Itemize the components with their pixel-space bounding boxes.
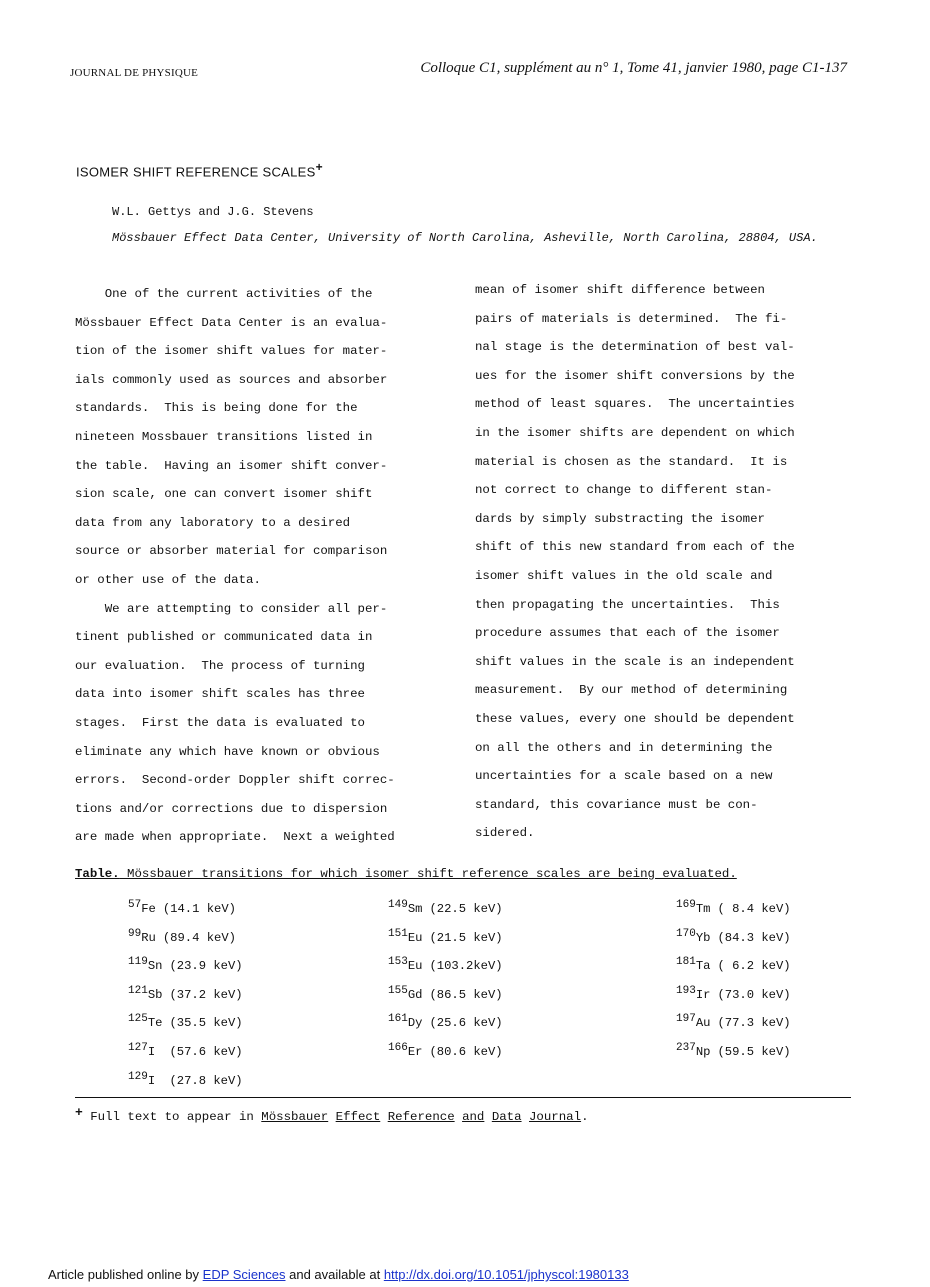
text-line: measurement. By our method of determining [475,683,788,698]
element-symbol: Eu [407,930,423,945]
transition-energy: (23.9 keV) [169,959,243,974]
mass-number: 149 [388,899,408,911]
element-symbol: Gd [407,987,423,1002]
text-line: standards. This is being done for the [75,401,358,416]
notice-middle: and available at [285,1267,384,1282]
text-line: tion of the isomer shift values for mater- [75,344,388,359]
text-line: isomer shift values in the old scale and [475,568,773,583]
footnote [75,1105,589,1124]
nuclide-entry [128,1013,243,1045]
text-line: source or absorber material for comparison [75,544,388,559]
element-symbol: Eu [407,959,423,974]
nuclide-entry [388,1013,503,1045]
transition-energy: (25.6 keV) [429,1016,503,1031]
mass-number: 99 [128,927,142,940]
text-line: on all the others and in determining the [475,740,773,755]
transition-energy: (35.5 keV) [169,1016,243,1031]
nuclide-entry [128,927,243,960]
element-symbol: Ta [695,959,711,974]
table-column-2 [388,899,503,1074]
table-caption-text: Mössbauer transitions for which isomer shift reference scales are being evaluated. [119,867,737,881]
text-line: ials commonly used as sources and absorber [75,372,388,387]
nuclide-entry [388,1041,503,1074]
text-line: pairs of materials is determined. The fi- [475,311,788,326]
text-line: shift of this new standard from each of the [475,540,795,555]
mass-number: 169 [676,899,696,911]
mass-number: 197 [676,1013,696,1026]
text-line: ues for the isomer shift conversions by the [475,368,795,383]
table-column-3 [676,899,791,1074]
mass-number: 181 [676,956,696,969]
mass-number: 155 [388,984,408,997]
transition-energy: (37.2 keV) [169,987,243,1002]
transition-energy: ( 8.4 keV) [717,902,791,916]
table-label: Table. [75,867,120,881]
text-line: dards by simply substracting the isomer [475,511,765,526]
nuclide-entry [128,956,243,988]
affiliation: Mössbauer Effect Data Center, University of North Carolina, Asheville, North Carolina, 28804, USA. [112,231,818,245]
transition-energy: (57.6 keV) [162,1044,243,1059]
text-line: We are attempting to consider all per- [75,601,388,616]
text-line: the table. Having an isomer shift conver- [75,458,388,473]
text-line: eliminate any which have known or obvious [75,744,380,759]
text-line: data from any laboratory to a desired [75,515,351,530]
text-line: shift values in the scale is an independent [475,654,795,669]
table-bottom-rule [75,1097,851,1098]
transition-energy: (59.5 keV) [717,1044,791,1059]
body-right-column [475,276,855,848]
text-line: tions and/or corrections due to dispersion [75,801,388,816]
journal-title-word: Reference [387,1110,455,1124]
notice-prefix: Article published online by [48,1267,203,1282]
element-symbol: Te [147,1016,163,1031]
nuclide-entry [128,1041,243,1074]
body-left-column [75,280,455,852]
mass-number: 170 [676,927,696,940]
transition-energy: (14.1 keV) [162,902,236,916]
publisher-link[interactable]: EDP Sciences [202,1267,286,1282]
journal-title-word: Mössbauer [261,1110,329,1124]
element-symbol: Sb [147,987,163,1002]
element-symbol: Fe [141,902,156,916]
text-line: Mössbauer Effect Data Center is an evalua- [75,315,388,330]
nuclide-entry [676,927,791,960]
text-line: sidered. [475,826,535,841]
text-line: errors. Second-order Doppler shift correc- [75,773,395,788]
text-line: stages. First the data is evaluated to [75,715,365,730]
text-line: then propagating the uncertainties. This [475,597,780,612]
title-footnote-mark: + [315,160,323,174]
transition-energy: ( 6.2 keV) [717,959,791,974]
publication-notice [48,1267,629,1282]
journal-title-word: and [462,1110,485,1124]
mass-number: 161 [388,1013,408,1026]
doi-link[interactable]: http://dx.doi.org/10.1051/jphyscol:1980133 [383,1267,629,1282]
text-line: in the isomer shifts are dependent on which [475,425,795,440]
text-line: not correct to change to different stan- [475,483,773,498]
transition-energy: (103.2keV) [429,959,503,974]
transition-energy: (77.3 keV) [717,1016,791,1031]
mass-number: 125 [128,1013,148,1026]
journal-title-word: Effect [335,1110,381,1124]
footnote-mark: + [75,1105,83,1120]
text-line: material is chosen as the standard. It is [475,454,788,469]
text-line: sion scale, one can convert isomer shift [75,487,373,502]
nuclide-entry [676,1041,791,1074]
text-line: mean of isomer shift difference between [475,283,765,297]
author-list: W.L. Gettys and J.G. Stevens [112,205,314,219]
text-line: these values, every one should be dependent [475,711,795,726]
mass-number: 166 [388,1041,408,1054]
element-symbol: Sm [407,902,423,916]
text-line: method of least squares. The uncertainties [475,397,795,412]
mass-number: 153 [388,956,408,969]
nuclide-entry [388,899,503,931]
transition-energy: (86.5 keV) [429,987,503,1002]
table-caption [75,867,737,881]
journal-title-word: Journal [529,1110,582,1124]
transition-energy: (89.4 keV) [162,930,236,945]
mass-number: 121 [128,984,148,997]
element-symbol: Dy [407,1016,423,1031]
text-line: our evaluation. The process of turning [75,658,365,673]
mass-number: 127 [128,1041,148,1054]
element-symbol: I [147,1073,156,1088]
text-line: or other use of the data. [75,572,261,587]
transition-energy: (84.3 keV) [717,930,791,945]
nuclide-entry [388,927,503,960]
element-symbol: Np [695,1044,711,1059]
mass-number: 129 [128,1070,148,1083]
text-line: One of the current activities of the [75,287,373,301]
footnote-suffix: . [581,1110,589,1124]
text-line: nineteen Mossbauer transitions listed in [75,429,373,444]
text-line: tinent published or communicated data in [75,630,373,645]
journal-title-word: Data [491,1110,522,1124]
transition-energy: (27.8 keV) [162,1073,243,1088]
nuclide-entry [676,899,791,931]
nuclide-entry [128,899,243,931]
element-symbol: Tm [695,902,711,916]
mass-number: 151 [388,927,408,940]
element-symbol: Ir [695,987,711,1002]
mass-number: 57 [128,899,142,911]
nuclide-entry [388,956,503,988]
nuclide-entry [676,1013,791,1045]
element-symbol: Er [407,1044,423,1059]
mass-number: 119 [128,956,148,969]
nuclide-entry [676,956,791,988]
mass-number: 193 [676,984,696,997]
text-line: are made when appropriate. Next a weighted [75,830,395,845]
issue-citation: Colloque C1, supplément au n° 1, Tome 41, janvier 1980, page C1-137 [420,60,847,76]
table-column-1 [128,899,243,1102]
element-symbol: Sn [147,959,163,974]
text-line: nal stage is the determination of best val- [475,340,795,355]
transition-energy: (80.6 keV) [429,1044,503,1059]
paper-title-text: ISOMER SHIFT REFERENCE SCALES [76,164,316,180]
element-symbol: Ru [141,930,156,945]
footnote-prefix: Full text to appear in [82,1110,262,1124]
element-symbol: Au [695,1016,711,1031]
text-line: data into isomer shift scales has three [75,687,365,702]
journal-name: JOURNAL DE PHYSIQUE [70,67,199,79]
transition-energy: (22.5 keV) [429,902,503,916]
paper-title [76,160,323,179]
transition-energy: (73.0 keV) [717,987,791,1002]
text-line: standard, this covariance must be con- [475,797,758,812]
transition-energy: (21.5 keV) [429,930,503,945]
element-symbol: I [147,1044,156,1059]
text-line: procedure assumes that each of the isomer [475,626,780,641]
text-line: uncertainties for a scale based on a new [475,769,773,784]
element-symbol: Yb [695,930,711,945]
mass-number: 237 [676,1041,696,1054]
